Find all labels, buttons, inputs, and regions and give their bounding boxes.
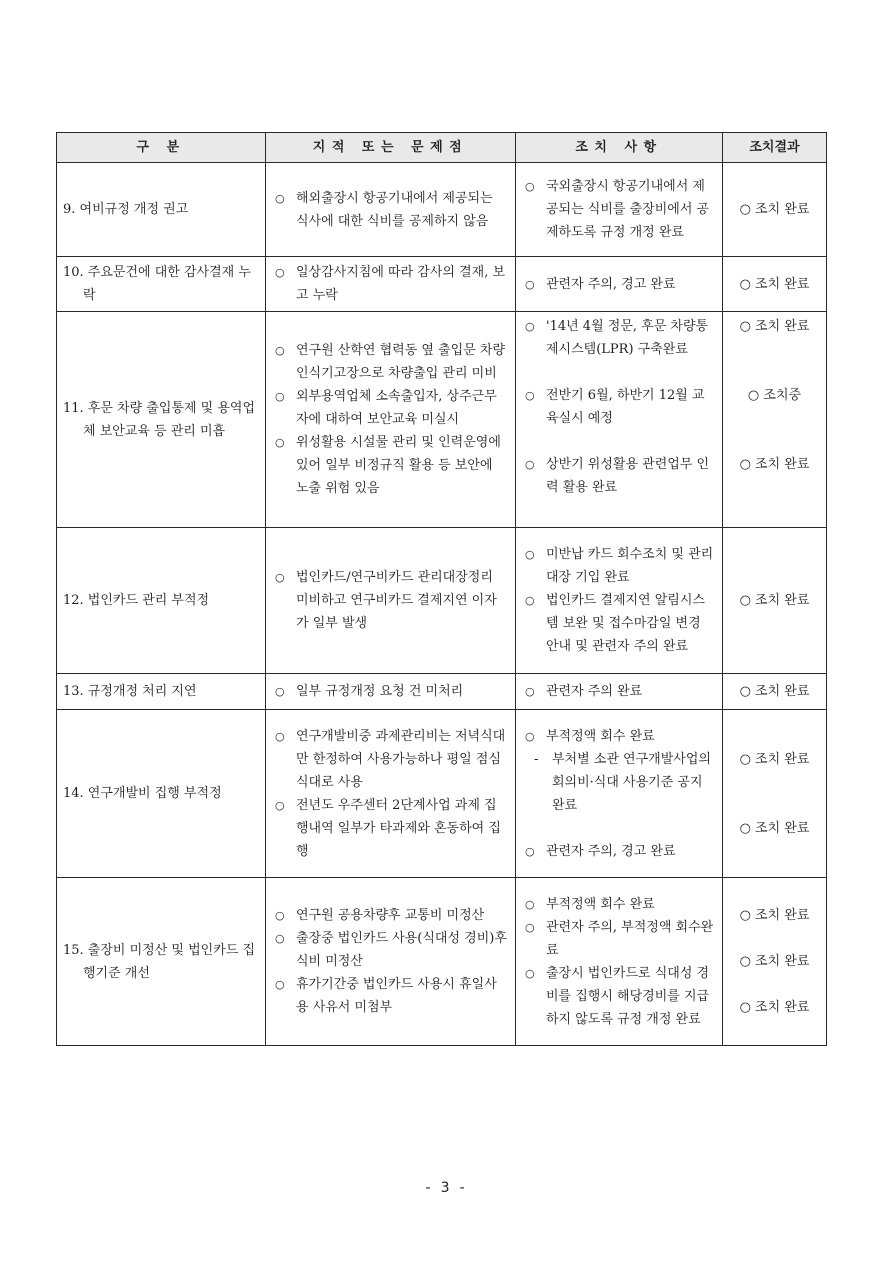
header-action: 조치 사항 <box>516 133 723 163</box>
action-item: ○ 관련자 주의 완료 <box>522 680 716 703</box>
result-cell <box>723 312 827 528</box>
action-cell <box>516 674 723 710</box>
table-row <box>57 674 827 710</box>
action-item: ○ 관련자 주의, 경고 완료 <box>522 840 716 863</box>
issue-item: ○ 해외출장시 항공기내에서 제공되는 식사에 대한 식비를 공제하지 않음 <box>272 187 509 233</box>
action-subitem: - 부처별 소관 연구개발사업의 회의비·식대 사용기준 공지 완료 <box>522 748 716 817</box>
action-item: ○ 부적정액 회수 완료 <box>522 893 716 916</box>
issue-item: ○ 위성활용 시설물 관리 및 인력운영에 있어 일부 비정규직 활용 등 보안에 노출 위험 있음 <box>272 431 509 500</box>
category-cell: 13. 규정개정 처리 지연 <box>57 674 266 710</box>
table-row <box>57 312 827 528</box>
category-cell: 11. 후문 차량 출입통제 및 용역업체 보안교육 등 관리 미흡 <box>57 312 266 528</box>
action-item: ○ 국외출장시 항공기내에서 제공되는 식비를 출장비에서 공제하도록 규정 개정 완료 <box>522 175 716 244</box>
table-row <box>57 163 827 257</box>
action-item: ○ 법인카드 결제지연 알림시스템 보완 및 접수마감일 변경 안내 및 관련자 주의 완료 <box>522 589 716 658</box>
result-cell <box>723 163 827 257</box>
result-status: ○ 조치 완료 <box>739 457 810 472</box>
action-item: ○ '14년 4월 정문, 후문 차량통제시스템(LPR) 구축완료 <box>522 315 716 361</box>
table-row <box>57 257 827 312</box>
result-status: ○ 조치 완료 <box>739 684 810 699</box>
result-cell <box>723 710 827 878</box>
issue-cell <box>266 674 516 710</box>
action-cell <box>516 710 723 878</box>
issue-item: ○ 연구원 산학연 협력동 옆 출입문 차량인식기고장으로 차량출입 관리 미비 <box>272 339 509 385</box>
result-status: ○ 조치 완료 <box>739 202 810 217</box>
audit-table <box>56 132 827 1046</box>
action-cell <box>516 528 723 674</box>
action-cell <box>516 878 723 1046</box>
issue-item: ○ 연구원 공용차량후 교통비 미정산 <box>272 904 509 927</box>
issue-item: ○ 외부용역업체 소속출입자, 상주근무자에 대하여 보안교육 미실시 <box>272 385 509 431</box>
header-result: 조치결과 <box>723 133 827 163</box>
result-cell <box>723 528 827 674</box>
action-item: ○ 상반기 위성활용 관련업무 인력 활용 완료 <box>522 453 716 499</box>
action-cell <box>516 163 723 257</box>
action-item: ○ 부적정액 회수 완료 <box>522 725 716 748</box>
issue-cell <box>266 257 516 312</box>
category-cell: 9. 여비규정 개정 권고 <box>57 163 266 257</box>
action-item: ○ 미반납 카드 회수조치 및 관리대장 기입 완료 <box>522 543 716 589</box>
header-row <box>57 133 827 163</box>
issue-item: ○ 휴가기간중 법인카드 사용시 휴일사용 사유서 미첨부 <box>272 973 509 1019</box>
result-status: ○ 조치 완료 <box>739 276 810 292</box>
issue-item: ○ 연구개발비중 과제관리비는 저녁식대만 한정하여 사용가능하나 평일 점심식대로 사용 <box>272 725 509 794</box>
issue-cell <box>266 163 516 257</box>
issue-item: ○ 출장중 법인카드 사용(식대성 경비)후 식비 미정산 <box>272 927 509 973</box>
result-status: ○ 조치 완료 <box>739 908 810 923</box>
result-status: ○ 조치 완료 <box>739 954 810 969</box>
result-cell <box>723 878 827 1046</box>
category-cell: 12. 법인카드 관리 부적정 <box>57 528 266 674</box>
issue-cell <box>266 528 516 674</box>
page-number: - 3 - <box>425 1180 468 1196</box>
issue-cell <box>266 878 516 1046</box>
result-status: ○ 조치 완료 <box>739 1000 810 1015</box>
result-cell <box>723 674 827 710</box>
result-status: ○ 조치 완료 <box>739 751 810 767</box>
issue-item: ○ 일상감사지침에 따라 감사의 결재, 보고 누락 <box>272 261 509 307</box>
issue-item: ○ 법인카드/연구비카드 관리대장정리 미비하고 연구비카드 결제지연 이자가 일부 발생 <box>272 566 509 635</box>
result-cell <box>723 257 827 312</box>
result-status: ○ 조치 완료 <box>739 820 810 836</box>
category-cell: 10. 주요문건에 대한 감사결재 누락 <box>57 257 266 312</box>
category-cell: 15. 출장비 미정산 및 법인카드 집행기준 개선 <box>57 878 266 1046</box>
category-cell: 14. 연구개발비 집행 부적정 <box>57 710 266 878</box>
issue-item: ○ 전년도 우주센터 2단계사업 과제 집행내역 일부가 타과제와 혼동하여 집행 <box>272 794 509 863</box>
result-status: ○ 조치중 <box>747 388 802 403</box>
table-row <box>57 710 827 878</box>
action-item: ○ 전반기 6월, 하반기 12월 교육실시 예정 <box>522 384 716 430</box>
action-item: ○ 출장시 법인카드로 식대성 경비를 집행시 해당경비를 지급하지 않도록 규정 개정 완료 <box>522 962 716 1031</box>
result-status: ○ 조치 완료 <box>739 319 810 334</box>
issue-item: ○ 일부 규정개정 요청 건 미처리 <box>272 680 509 703</box>
action-item: ○ 관련자 주의, 경고 완료 <box>522 273 716 296</box>
document-sheet <box>56 132 826 1046</box>
header-issue: 지적 또는 문제점 <box>266 133 516 163</box>
header-category: 구 분 <box>57 133 266 163</box>
table-row <box>57 528 827 674</box>
action-item: ○ 관련자 주의, 부적정액 회수완료 <box>522 916 716 962</box>
table-row <box>57 878 827 1046</box>
issue-cell <box>266 710 516 878</box>
action-cell <box>516 257 723 312</box>
issue-cell <box>266 312 516 528</box>
result-status: ○ 조치 완료 <box>739 593 810 608</box>
action-cell <box>516 312 723 528</box>
